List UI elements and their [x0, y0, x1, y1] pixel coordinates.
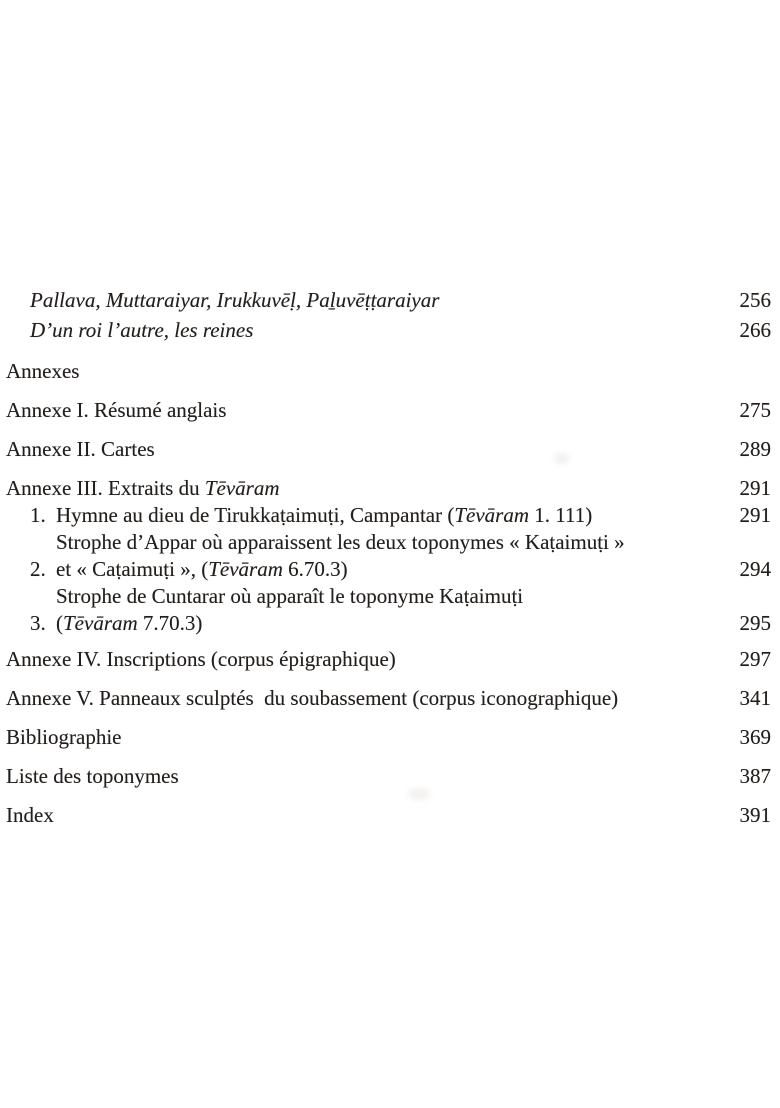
scan-smudge [554, 453, 570, 464]
title-run: 7.70.3) [137, 611, 203, 635]
toc-page-number: 266 [739, 318, 771, 342]
toc-entry-title [30, 285, 726, 315]
toc-page-number: 297 [739, 647, 771, 671]
toc-entry-title [6, 724, 726, 751]
toc-page-number: 294 [739, 557, 771, 581]
toc-page-number: 291 [739, 503, 771, 527]
toc-entry [6, 397, 771, 424]
toc-item-number: 3. [30, 611, 46, 635]
title-run: Bibliographie [6, 725, 122, 749]
toc-entry [6, 436, 771, 463]
toc-entry-title [56, 583, 726, 637]
toc-entry-line [6, 358, 771, 385]
toc-entry [6, 475, 771, 502]
toc-entry [6, 646, 771, 673]
toc-entry-line [56, 583, 726, 610]
toc-entry-line [6, 646, 726, 673]
toc-entry-line [56, 529, 726, 556]
toc-page-number: 291 [739, 476, 771, 500]
title-run: 6.70.3) [282, 557, 348, 581]
toc-entry [6, 583, 771, 637]
title-run-italic: Tēvāram [204, 476, 280, 500]
title-run-italic: Tēvāram [208, 557, 283, 581]
toc-page-number: 275 [739, 398, 771, 422]
toc-entry-line [30, 285, 726, 315]
toc-entry-title [6, 475, 726, 502]
toc-entry [6, 529, 771, 583]
toc-entry-line [56, 556, 726, 583]
toc-page-number: 295 [739, 611, 771, 635]
title-run: et « Caṭaimuṭi », ( [56, 557, 209, 581]
toc-entry-line [6, 397, 726, 424]
toc-entry-line [6, 475, 726, 502]
toc-page-number: 391 [739, 803, 771, 827]
title-run: Liste des toponymes [6, 764, 179, 788]
toc-entry-title [30, 315, 726, 345]
toc-entry-line [6, 802, 726, 829]
toc-entry-title [6, 358, 771, 385]
toc-page-number: 289 [739, 437, 771, 461]
toc-entry-line [56, 502, 726, 529]
title-run: Index [6, 803, 54, 827]
title-run-italic: D’un roi l’autre, les reines [30, 318, 254, 342]
title-run: Annexe V. Panneaux sculptés du soubassement (corpus iconographique) [6, 686, 619, 710]
title-run: Strophe de Cuntarar où apparaît le toponyme Kaṭaimuṭi [56, 584, 524, 608]
toc-entry [6, 502, 771, 529]
title-run: Strophe d’Appar où apparaissent les deux toponymes « Kaṭaimuṭi » [56, 530, 625, 554]
toc-entry [6, 724, 771, 751]
title-run: Annexe III. Extraits du [6, 476, 205, 500]
toc-entry-line [56, 610, 726, 637]
toc-page-number: 256 [739, 288, 771, 312]
title-run: Annexe IV. Inscriptions (corpus épigraphique) [6, 647, 396, 671]
scan-smudge [408, 788, 430, 800]
toc-page-number: 369 [739, 725, 771, 749]
table-of-contents [6, 285, 771, 829]
toc-page-number: 341 [739, 686, 771, 710]
toc-entry-title [6, 436, 726, 463]
title-run: Hymne au dieu de Tirukkaṭaimuṭi, Campantar ( [56, 503, 455, 527]
title-run: Annexes [6, 359, 80, 383]
title-run-italic: Pallava, Muttaraiyar, Irukkuvēḷ, Paḻuvēṭṭaraiyar [30, 288, 440, 312]
toc-entry-title [6, 646, 726, 673]
title-run: Annexe II. Cartes [6, 437, 155, 461]
toc-entry-title [6, 685, 726, 712]
title-run: ( [56, 611, 63, 635]
toc-entry-title [56, 502, 726, 529]
toc-page-number: 387 [739, 764, 771, 788]
toc-entry-line [30, 315, 726, 345]
toc-entry [6, 315, 771, 345]
toc-entry-line [6, 724, 726, 751]
toc-entry-title [56, 529, 726, 583]
toc-entry-line [6, 436, 726, 463]
toc-entry [6, 358, 771, 385]
title-run-italic: Tēvāram [63, 611, 138, 635]
title-run-italic: Tēvāram [454, 503, 530, 527]
toc-item-number: 2. [30, 557, 46, 581]
toc-item-number: 1. [30, 503, 46, 527]
toc-entry-title [6, 763, 726, 790]
toc-entry [6, 763, 771, 790]
toc-entry-title [6, 397, 726, 424]
toc-entry [6, 802, 771, 829]
title-run: Annexe I. Résumé anglais [6, 398, 227, 422]
toc-entry-line [6, 763, 726, 790]
toc-entry [6, 685, 771, 712]
toc-entry [6, 285, 771, 315]
toc-entry-line [6, 685, 726, 712]
toc-entry-title [6, 802, 726, 829]
title-run: 1. 111) [529, 503, 593, 527]
